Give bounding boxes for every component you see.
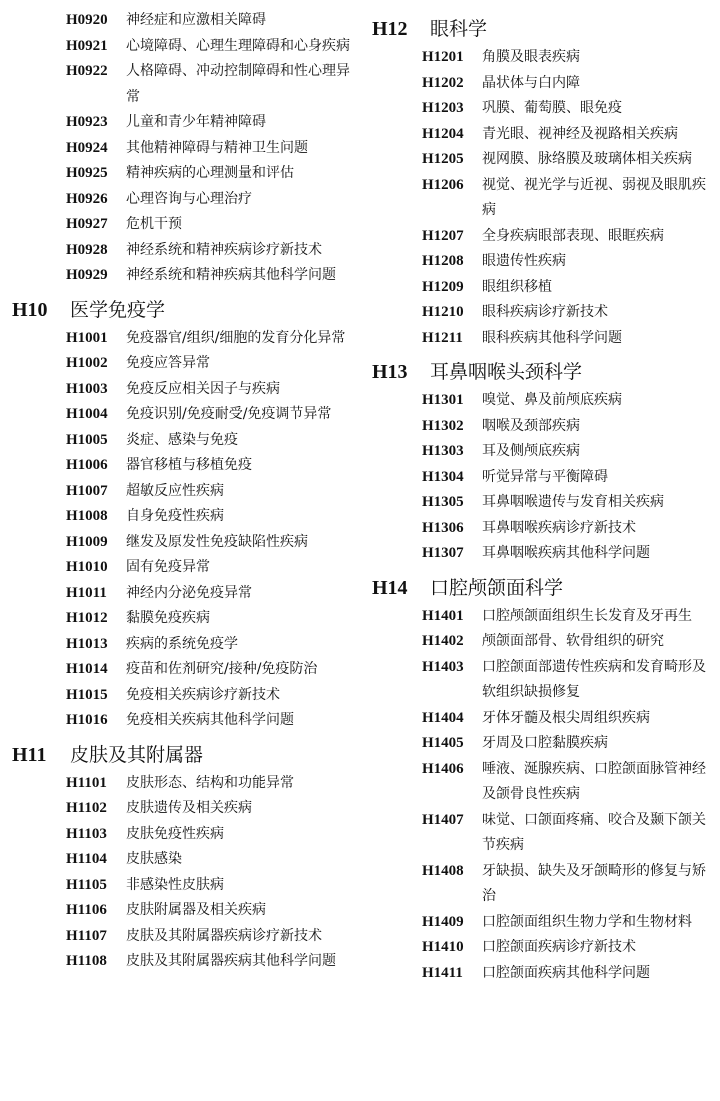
classification-item bbox=[12, 771, 357, 797]
item-label: 耳鼻咽喉疾病诊疗新技术 bbox=[482, 519, 636, 536]
item-code: H1405 bbox=[422, 735, 464, 751]
item-label: 心境障碍、心理生理障碍和心身疾病 bbox=[126, 37, 350, 54]
item-code: H1207 bbox=[422, 227, 464, 244]
classification-item bbox=[12, 555, 357, 581]
classification-item bbox=[12, 606, 357, 632]
classification-item bbox=[372, 910, 712, 936]
classification-item bbox=[372, 935, 712, 961]
item-label: 神经系统和精神疾病其他科学问题 bbox=[126, 267, 336, 283]
item-label: 口腔颌面疾病诊疗新技术 bbox=[482, 939, 636, 955]
item-label: 口腔颌面组织生物力学和生物材料 bbox=[482, 913, 692, 930]
item-label: 疾病的系统免疫学 bbox=[126, 635, 238, 652]
item-code: H1015 bbox=[66, 686, 108, 703]
section-heading bbox=[12, 740, 357, 767]
item-label: 精神疾病的心理测量和评估 bbox=[126, 165, 294, 181]
item-label: 疫苗和佐剂研究/接种/免疫防治 bbox=[126, 661, 318, 677]
item-label: 心理咨询与心理治疗 bbox=[126, 190, 252, 207]
classification-item bbox=[372, 249, 712, 275]
item-code: H0925 bbox=[66, 165, 108, 181]
section-heading bbox=[372, 357, 712, 384]
item-label: 免疫应答异常 bbox=[126, 355, 210, 371]
item-code: H1002 bbox=[66, 355, 108, 371]
item-code: H0927 bbox=[66, 216, 108, 232]
section-title: 眼科学 bbox=[430, 18, 488, 40]
classification-item bbox=[12, 530, 357, 556]
classification-item bbox=[372, 147, 712, 173]
item-label: 危机干预 bbox=[126, 216, 182, 232]
classification-item bbox=[12, 453, 357, 479]
classification-item bbox=[12, 238, 357, 264]
item-code: H0926 bbox=[66, 190, 108, 207]
item-code: H1104 bbox=[66, 851, 107, 867]
item-code: H1016 bbox=[66, 712, 108, 728]
item-code: H1103 bbox=[66, 825, 107, 842]
section-code: H14 bbox=[372, 576, 408, 599]
classification-item bbox=[372, 961, 712, 987]
item-label: 固有免疫异常 bbox=[126, 559, 210, 575]
classification-item bbox=[12, 479, 357, 505]
item-label: 免疫相关疾病其他科学问题 bbox=[126, 712, 294, 728]
classification-item bbox=[372, 706, 712, 732]
classification-item bbox=[372, 859, 712, 910]
item-label: 牙体牙髓及根尖周组织疾病 bbox=[482, 709, 650, 726]
classification-item bbox=[12, 377, 357, 403]
classification-item bbox=[372, 757, 712, 808]
classification-item bbox=[372, 808, 712, 859]
section-title: 皮肤及其附属器 bbox=[70, 743, 204, 766]
item-code: H0929 bbox=[66, 267, 108, 283]
item-code: H0924 bbox=[66, 139, 108, 156]
classification-item bbox=[372, 490, 712, 516]
item-label: 嗅觉、鼻及前颅底疾病 bbox=[482, 392, 622, 408]
classification-item bbox=[372, 224, 712, 250]
classification-item bbox=[12, 428, 357, 454]
classification-item bbox=[12, 212, 357, 238]
item-label: 皮肤形态、结构和功能异常 bbox=[126, 774, 294, 791]
item-code: H1406 bbox=[422, 760, 464, 777]
section-heading bbox=[372, 14, 712, 41]
classification-item bbox=[372, 439, 712, 465]
section-code: H11 bbox=[12, 743, 47, 766]
classification-item bbox=[372, 300, 712, 326]
item-code: H1409 bbox=[422, 913, 464, 930]
section-code: H13 bbox=[372, 361, 408, 383]
item-code: H1411 bbox=[422, 964, 463, 981]
classification-item bbox=[12, 708, 357, 734]
item-code: H1206 bbox=[422, 176, 464, 193]
left-column bbox=[12, 8, 357, 975]
item-label: 眼科疾病诊疗新技术 bbox=[482, 304, 608, 320]
section-code: H12 bbox=[372, 18, 408, 40]
item-code: H1013 bbox=[66, 635, 108, 652]
item-code: H1008 bbox=[66, 508, 108, 524]
item-code: H1211 bbox=[422, 329, 463, 346]
classification-item bbox=[372, 655, 712, 706]
classification-item bbox=[372, 414, 712, 440]
item-label: 皮肤及其附属器疾病其他科学问题 bbox=[126, 953, 336, 969]
item-code: H1403 bbox=[422, 658, 464, 675]
classification-item bbox=[372, 326, 712, 352]
item-label: 神经症和应激相关障碍 bbox=[126, 12, 266, 28]
section-title: 口腔颅颌面科学 bbox=[430, 576, 564, 599]
classification-item bbox=[12, 924, 357, 950]
item-label: 神经系统和精神疾病诊疗新技术 bbox=[126, 241, 322, 258]
item-code: H1006 bbox=[66, 457, 108, 473]
item-label: 口腔颌面疾病其他科学问题 bbox=[482, 964, 650, 981]
item-label: 免疫识别/免疫耐受/免疫调节异常 bbox=[126, 406, 332, 422]
item-label: 神经内分泌免疫异常 bbox=[126, 584, 252, 601]
item-label: 视网膜、脉络膜及玻璃体相关疾病 bbox=[482, 151, 692, 167]
item-code: H1410 bbox=[422, 939, 464, 955]
classification-item bbox=[372, 516, 712, 542]
section-title: 医学免疫学 bbox=[70, 298, 166, 321]
item-code: H0923 bbox=[66, 114, 108, 130]
classification-item bbox=[12, 326, 357, 352]
item-label: 眼科疾病其他科学问题 bbox=[482, 329, 622, 346]
item-label: 自身免疫性疾病 bbox=[126, 508, 224, 524]
classification-item bbox=[12, 504, 357, 530]
item-label: 皮肤感染 bbox=[126, 851, 182, 867]
item-code: H1007 bbox=[66, 482, 108, 499]
item-label: 味觉、口颌面疼痛、咬合及颞下颌关节疾病 bbox=[482, 811, 706, 853]
item-label: 口腔颅颌面组织生长发育及牙再生 bbox=[482, 607, 692, 624]
item-code: H1303 bbox=[422, 443, 464, 459]
item-label: 牙周及口腔黏膜疾病 bbox=[482, 735, 608, 751]
item-label: 免疫反应相关因子与疾病 bbox=[126, 380, 280, 397]
classification-item bbox=[12, 59, 357, 110]
classification-item bbox=[12, 873, 357, 899]
item-code: H1009 bbox=[66, 533, 108, 550]
classification-item bbox=[12, 822, 357, 848]
item-code: H1003 bbox=[66, 380, 108, 397]
item-label: 青光眼、视神经及视路相关疾病 bbox=[482, 125, 678, 142]
item-code: H1012 bbox=[66, 610, 108, 626]
item-label: 继发及原发性免疫缺陷性疾病 bbox=[126, 533, 308, 550]
item-label: 黏膜免疫疾病 bbox=[126, 610, 210, 626]
classification-item bbox=[12, 351, 357, 377]
item-code: H1201 bbox=[422, 49, 464, 65]
classification-item bbox=[372, 465, 712, 491]
item-code: H0922 bbox=[66, 63, 108, 79]
item-code: H1302 bbox=[422, 417, 464, 434]
classification-item bbox=[12, 657, 357, 683]
classification-item bbox=[372, 122, 712, 148]
item-label: 其他精神障碍与精神卫生问题 bbox=[126, 139, 308, 156]
classification-item bbox=[12, 402, 357, 428]
item-label: 角膜及眼表疾病 bbox=[482, 49, 580, 65]
item-label: 口腔颌面部遗传性疾病和发育畸形及软组织缺损修复 bbox=[482, 658, 706, 700]
classification-item bbox=[12, 683, 357, 709]
item-code: H1102 bbox=[66, 800, 107, 816]
classification-item bbox=[12, 187, 357, 213]
item-label: 皮肤附属器及相关疾病 bbox=[126, 902, 266, 918]
classification-item bbox=[372, 45, 712, 71]
item-label: 儿童和青少年精神障碍 bbox=[126, 114, 266, 130]
classification-item bbox=[12, 8, 357, 34]
classification-item bbox=[12, 136, 357, 162]
item-code: H1408 bbox=[422, 862, 464, 879]
item-label: 耳及侧颅底疾病 bbox=[482, 443, 580, 459]
right-column bbox=[372, 8, 712, 986]
item-code: H1304 bbox=[422, 468, 464, 485]
classification-item bbox=[372, 541, 712, 567]
classification-item bbox=[372, 731, 712, 757]
item-label: 超敏反应性疾病 bbox=[126, 482, 224, 499]
item-code: H1107 bbox=[66, 927, 107, 944]
classification-item bbox=[372, 71, 712, 97]
item-code: H1105 bbox=[66, 876, 107, 893]
section-heading bbox=[372, 573, 712, 600]
classification-item bbox=[12, 847, 357, 873]
item-label: 晶状体与白内障 bbox=[482, 74, 580, 91]
item-code: H1301 bbox=[422, 392, 464, 408]
item-code: H1203 bbox=[422, 100, 464, 116]
item-code: H1014 bbox=[66, 661, 108, 677]
classification-item bbox=[12, 263, 357, 289]
item-code: H1204 bbox=[422, 125, 464, 142]
item-label: 皮肤及其附属器疾病诊疗新技术 bbox=[126, 927, 322, 944]
section-title: 耳鼻咽喉头颈科学 bbox=[430, 361, 583, 383]
section-code: H10 bbox=[12, 298, 48, 321]
item-label: 免疫器官/组织/细胞的发育分化异常 bbox=[126, 329, 346, 346]
item-code: H1004 bbox=[66, 406, 108, 422]
classification-item bbox=[12, 796, 357, 822]
item-label: 人格障碍、冲动控制障碍和性心理异常 bbox=[126, 63, 350, 105]
item-code: H1404 bbox=[422, 709, 464, 726]
classification-item bbox=[12, 161, 357, 187]
classification-item bbox=[372, 388, 712, 414]
item-code: H1402 bbox=[422, 633, 464, 649]
item-code: H0921 bbox=[66, 37, 108, 54]
item-code: H1010 bbox=[66, 559, 108, 575]
item-code: H1001 bbox=[66, 329, 108, 346]
item-label: 免疫相关疾病诊疗新技术 bbox=[126, 686, 280, 703]
item-label: 耳鼻咽喉疾病其他科学问题 bbox=[482, 545, 650, 561]
item-label: 听觉异常与平衡障碍 bbox=[482, 468, 608, 485]
item-label: 唾液、涎腺疾病、口腔颌面脉管神经及颌骨良性疾病 bbox=[482, 760, 706, 802]
item-code: H1106 bbox=[66, 902, 107, 918]
item-label: 视觉、视光学与近视、弱视及眼肌疾病 bbox=[482, 176, 706, 218]
item-code: H1307 bbox=[422, 545, 464, 561]
item-label: 颅颌面部骨、软骨组织的研究 bbox=[482, 633, 664, 649]
item-label: 耳鼻咽喉遗传与发育相关疾病 bbox=[482, 494, 664, 510]
classification-item bbox=[12, 34, 357, 60]
item-code: H1011 bbox=[66, 584, 107, 601]
classification-item bbox=[372, 629, 712, 655]
classification-item bbox=[12, 949, 357, 975]
item-code: H1202 bbox=[422, 74, 464, 91]
item-label: 眼遗传性疾病 bbox=[482, 253, 566, 269]
item-label: 炎症、感染与免疫 bbox=[126, 431, 238, 448]
item-label: 全身疾病眼部表现、眼眶疾病 bbox=[482, 227, 664, 244]
classification-item bbox=[12, 110, 357, 136]
item-code: H1305 bbox=[422, 494, 464, 510]
item-code: H1209 bbox=[422, 278, 464, 295]
item-label: 皮肤遗传及相关疾病 bbox=[126, 800, 252, 816]
item-code: H0920 bbox=[66, 12, 108, 28]
section-heading bbox=[12, 295, 357, 322]
classification-item bbox=[372, 96, 712, 122]
item-code: H1005 bbox=[66, 431, 108, 448]
classification-item bbox=[372, 173, 712, 224]
item-label: 牙缺损、缺失及牙颌畸形的修复与矫治 bbox=[482, 862, 706, 904]
classification-item bbox=[372, 604, 712, 630]
item-code: H1401 bbox=[422, 607, 464, 624]
classification-item bbox=[12, 632, 357, 658]
item-code: H1108 bbox=[66, 953, 107, 969]
item-code: H1407 bbox=[422, 811, 464, 828]
item-code: H1101 bbox=[66, 774, 107, 791]
item-code: H1208 bbox=[422, 253, 464, 269]
item-code: H1306 bbox=[422, 519, 464, 536]
classification-item bbox=[12, 581, 357, 607]
item-label: 皮肤免疫性疾病 bbox=[126, 825, 224, 842]
item-code: H1205 bbox=[422, 151, 464, 167]
classification-item bbox=[372, 275, 712, 301]
item-label: 非感染性皮肤病 bbox=[126, 876, 224, 893]
item-code: H1210 bbox=[422, 304, 464, 320]
item-label: 器官移植与移植免疫 bbox=[126, 457, 252, 473]
item-label: 咽喉及颈部疾病 bbox=[482, 417, 580, 434]
item-label: 眼组织移植 bbox=[482, 278, 552, 295]
classification-item bbox=[12, 898, 357, 924]
item-label: 巩膜、葡萄膜、眼免疫 bbox=[482, 100, 622, 116]
item-code: H0928 bbox=[66, 241, 108, 258]
